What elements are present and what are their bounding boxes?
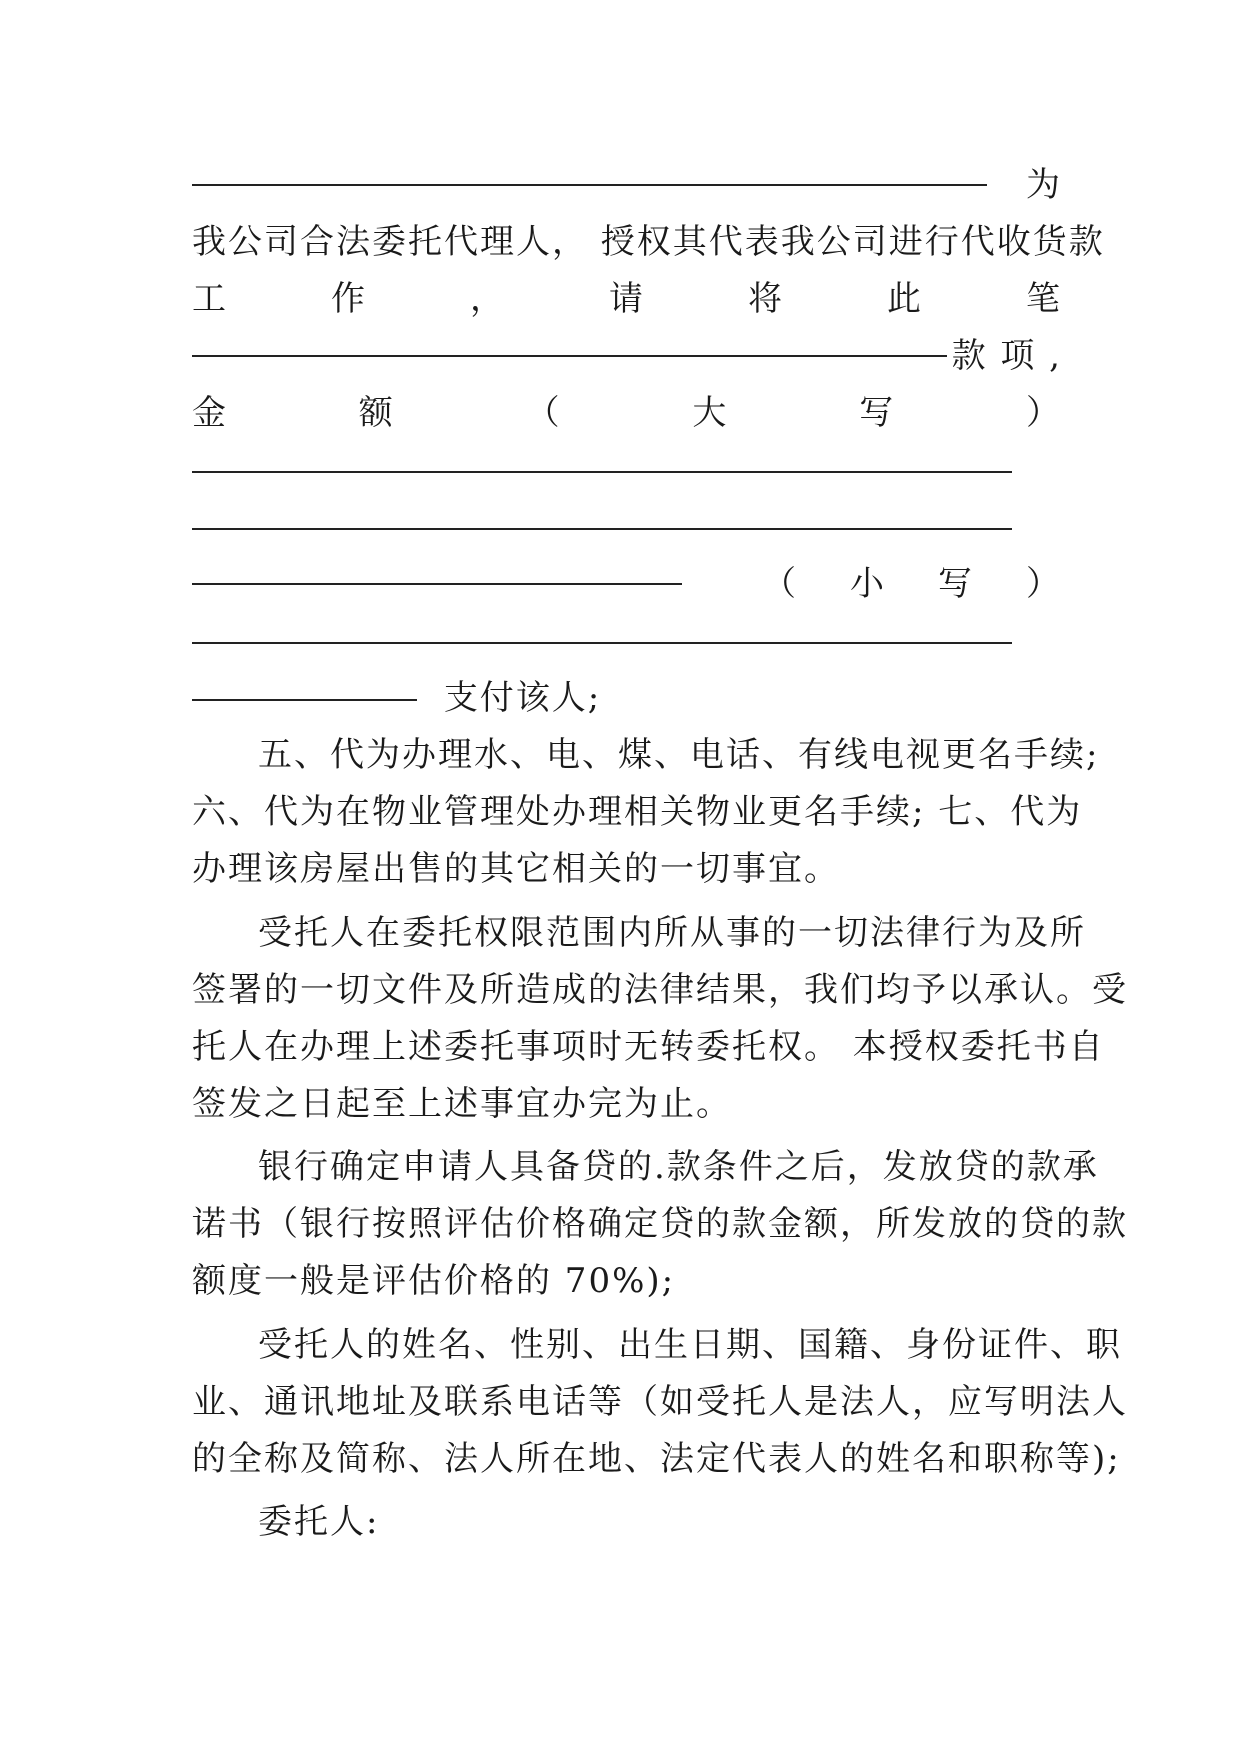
char: 大 xyxy=(692,393,729,433)
blank-rule xyxy=(192,699,417,701)
paragraph-3-line-1: 受托人在委托权限范围内所从事的一切法律行为及所 xyxy=(258,913,1086,953)
text-line-5 xyxy=(192,384,1062,442)
paragraph-5-line-2: 业、通讯地址及联系电话等（如受托人是法人，应写明法人 xyxy=(192,1382,1128,1422)
paragraph-5: 五、代为办理水、电、煤、电话、有线电视更名手续; xyxy=(258,735,1100,775)
blank-line-1 xyxy=(192,156,1062,214)
blank-rule xyxy=(192,583,682,585)
blank-line-6 xyxy=(192,441,1062,499)
paragraph-4-line-1: 银行确定申请人具备贷的.款条件之后，发放贷的款承 xyxy=(258,1147,1099,1187)
char: 小 xyxy=(850,564,886,604)
text-wei: 为 xyxy=(1026,165,1062,205)
paragraph-5-line-1: 受托人的姓名、性别、出生日期、国籍、身份证件、职 xyxy=(258,1325,1122,1365)
char: ） xyxy=(1025,393,1062,433)
blank-rule xyxy=(192,642,1012,644)
char: 工 xyxy=(192,279,228,319)
char: 作 xyxy=(331,279,367,319)
blank-line-9 xyxy=(192,612,1062,670)
xiaoxie-label xyxy=(762,555,1062,613)
paragraph-3-line-3: 托人在办理上述委托事项时无转委托权。 本授权委托书自 xyxy=(192,1027,1105,1067)
paragraph-6-line-2: 办理该房屋出售的其它相关的一切事宜。 xyxy=(192,849,840,889)
text-line-2: 我公司合法委托代理人， 授权其代表我公司进行代收货款 xyxy=(192,222,1105,262)
char: 额 xyxy=(358,393,395,433)
char: 写 xyxy=(859,393,896,433)
char: 笔 xyxy=(1026,279,1062,319)
paragraph-4-line-3: 额度一般是评估价格的 70%); xyxy=(192,1261,676,1301)
text-pay: 支付该人; xyxy=(443,678,602,718)
blank-rule xyxy=(192,528,1012,530)
blank-rule xyxy=(192,471,1012,473)
blank-line-8 xyxy=(192,555,1062,613)
blank-rule xyxy=(192,355,947,357)
paragraph-3-line-2: 签署的一切文件及所造成的法律结果，我们均予以承认。受 xyxy=(192,970,1128,1010)
char: （ xyxy=(525,393,562,433)
blank-line-4 xyxy=(192,327,1062,385)
char: 金 xyxy=(192,393,228,433)
paragraph-4-line-2: 诺书（银行按照评估价格确定贷的款金额，所发放的贷的款 xyxy=(192,1204,1128,1244)
principal-label: 委托人: xyxy=(258,1502,380,1542)
char: 请 xyxy=(609,279,645,319)
blank-line-7 xyxy=(192,498,1062,556)
paragraph-6-line-1: 六、代为在物业管理处办理相关物业更名手续; 七、代为 xyxy=(192,792,1083,832)
text-kuanxiang: 款 项 , xyxy=(951,336,1062,376)
char: ） xyxy=(1026,564,1062,604)
char: ， xyxy=(470,279,506,319)
char: 将 xyxy=(748,279,784,319)
text-line-3 xyxy=(192,270,1062,328)
paragraph-5-line-3: 的全称及简称、法人所在地、法定代表人的姓名和职称等); xyxy=(192,1439,1121,1479)
char: 写 xyxy=(938,564,974,604)
blank-line-10 xyxy=(192,669,1062,727)
paragraph-3-line-4: 签发之日起至上述事宜办完为止。 xyxy=(192,1084,732,1124)
blank-rule xyxy=(192,184,987,186)
char: 此 xyxy=(887,279,923,319)
char: （ xyxy=(762,564,798,604)
